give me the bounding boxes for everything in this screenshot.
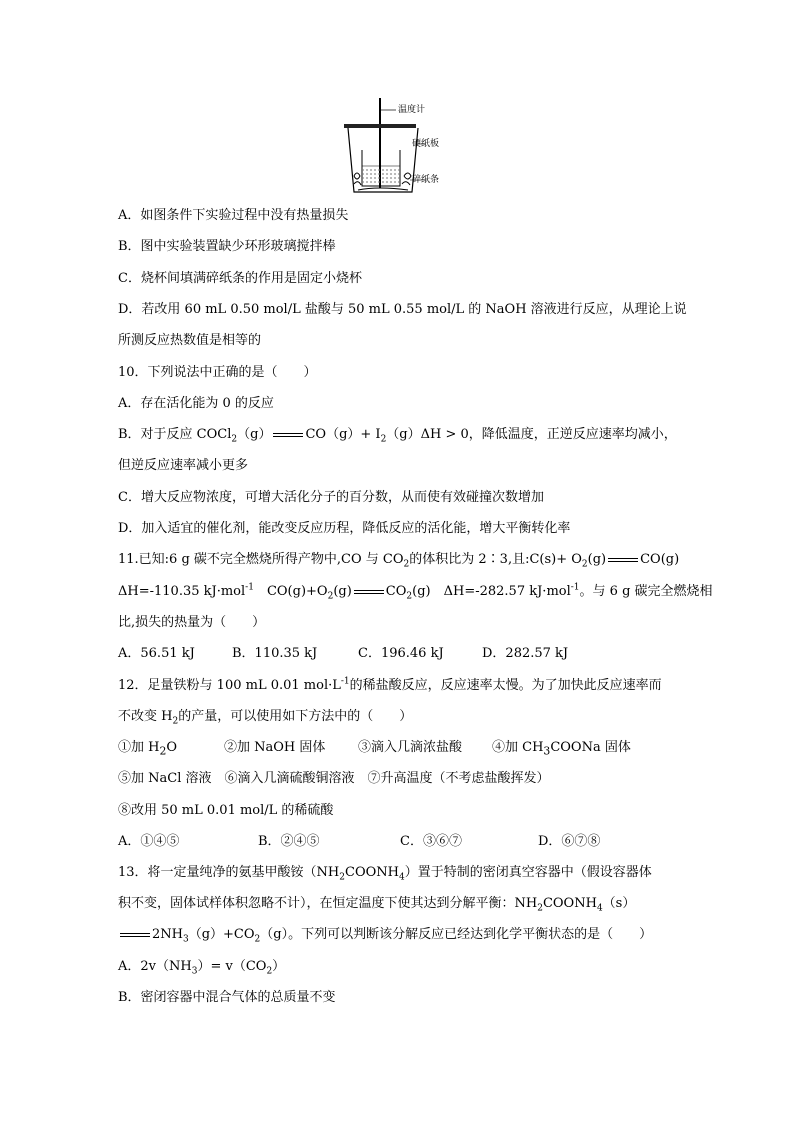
q9-option-c: C．烧杯间填满碎纸条的作用是固定小烧杯 xyxy=(118,271,362,286)
q13-option-a: A．$2v(NH_3)= v(CO_2)$ xyxy=(118,959,286,977)
paper-strips-label: 碎纸条 xyxy=(412,175,440,185)
calorimeter-figure xyxy=(338,96,458,200)
q11-stem: 11.已知:6 g 碳不完全燃烧所得产物中,CO 与 $CO_2$的体积比为 2∶3,且:C(s)+ $O_2(g)$ CO(g) xyxy=(118,552,680,570)
q12-method-4: ④加 $CH_3COONa$ 固体 xyxy=(492,740,631,758)
q12-method-2: ②加 NaOH 固体 xyxy=(224,740,326,755)
q9-option-d-cont: 所测反应热数值是相等的 xyxy=(118,333,262,348)
q12-methods-row2: ⑤加 NaCl 溶液 ⑥滴入几滴硫酸铜溶液 ⑦升高温度（不考虑盐酸挥发） xyxy=(118,771,550,786)
q10-option-d: D．加入适宜的催化剂，能改变反应历程，降低反应的活化能，增大平衡转化率 xyxy=(118,521,571,536)
q11-option-c: C．196.46 kJ xyxy=(358,646,444,661)
q9-option-a: A．如图条件下实验过程中没有热量损失 xyxy=(118,208,349,223)
q10-option-b: B．对于反应 COCl$_2$（g） $CO(g)+ I_2(g)\Delta H > 0$，降低温度，正逆反应速率均减小， xyxy=(118,427,677,445)
q11-stem-line2: ΔH=-110.35 kJ·mol$^{-1}$ $CO(g)+O_2(g)$ $CO_2(g)$ ΔH=-282.57 kJ·mol$^{-1}$。与 6 g 碳完全燃烧相 xyxy=(118,582,713,602)
q11-option-a: A．56.51 kJ xyxy=(118,646,195,661)
q11-option-d: D．282.57 kJ xyxy=(482,646,569,661)
q12-option-c: C．③⑥⑦ xyxy=(400,834,462,849)
cardboard-label: 硬纸板 xyxy=(412,139,440,149)
q12-option-b: B．②④⑤ xyxy=(258,834,320,849)
q10-stem: 10．下列说法中正确的是（ ） xyxy=(118,365,317,380)
q12-method-1: ①加 $H_2O$ xyxy=(118,740,178,758)
reaction-arrow-icon xyxy=(354,590,384,594)
q9-option-b: B．图中实验装置缺少环形玻璃搅拌棒 xyxy=(118,239,336,254)
q13-stem: 13．将一定量纯净的氨基甲酸铵$(NH_2COONH_4)$置于特制的密闭真空容器中（假设容器体 xyxy=(118,865,652,883)
q12-method-3: ③滴入几滴浓盐酸 xyxy=(358,740,463,755)
q10-option-a: A．存在活化能为 0 的反应 xyxy=(118,396,274,411)
q12-option-a: A．①④⑤ xyxy=(118,834,180,849)
q9-option-d: D．若改用 60 mL 0.50 mol/L 盐酸与 50 mL 0.55 mol/L 的 NaOH 溶液进行反应，从理论上说 xyxy=(118,302,687,317)
q11-option-b: B．110.35 kJ xyxy=(232,646,318,661)
reaction-arrow-icon xyxy=(608,558,638,562)
q13-option-b: B．密闭容器中混合气体的总质量不变 xyxy=(118,990,336,1005)
q13-stem-line3: $2NH_3(g)+CO_2(g)$。下列可以判断该分解反应已经达到化学平衡状态的是（ ） xyxy=(118,926,652,944)
equilibrium-arrow-icon xyxy=(273,433,303,437)
q10-option-c: C．增大反应物浓度，可增大活化分子的百分数，从而使有效碰撞次数增加 xyxy=(118,490,544,505)
q12-stem-line2: 不改变 $H_2$的产量，可以使用如下方法中的（ ） xyxy=(118,709,413,727)
q11-stem-line3: 比,损失的热量为（ ） xyxy=(118,615,266,630)
q12-methods-row3: ⑧改用 50 mL 0.01 mol/L 的稀硫酸 xyxy=(118,803,334,818)
q13-stem-line2: 积不变，固体试样体积忽略不计），在恒定温度下使其达到分解平衡：$NH_2COONH_4(s)$ xyxy=(118,896,636,914)
q10-option-b-cont: 但逆反应速率减小更多 xyxy=(118,458,249,473)
equilibrium-arrow-icon xyxy=(120,933,150,937)
q12-option-d: D．⑥⑦⑧ xyxy=(538,834,601,849)
q12-stem: 12．足量铁粉与 100 mL 0.01 $mol\cdot L^{-1}$的稀盐酸反应，反应速率太慢。为了加快此反应速率而 xyxy=(118,676,662,693)
thermometer-label: 温度计 xyxy=(398,105,426,115)
